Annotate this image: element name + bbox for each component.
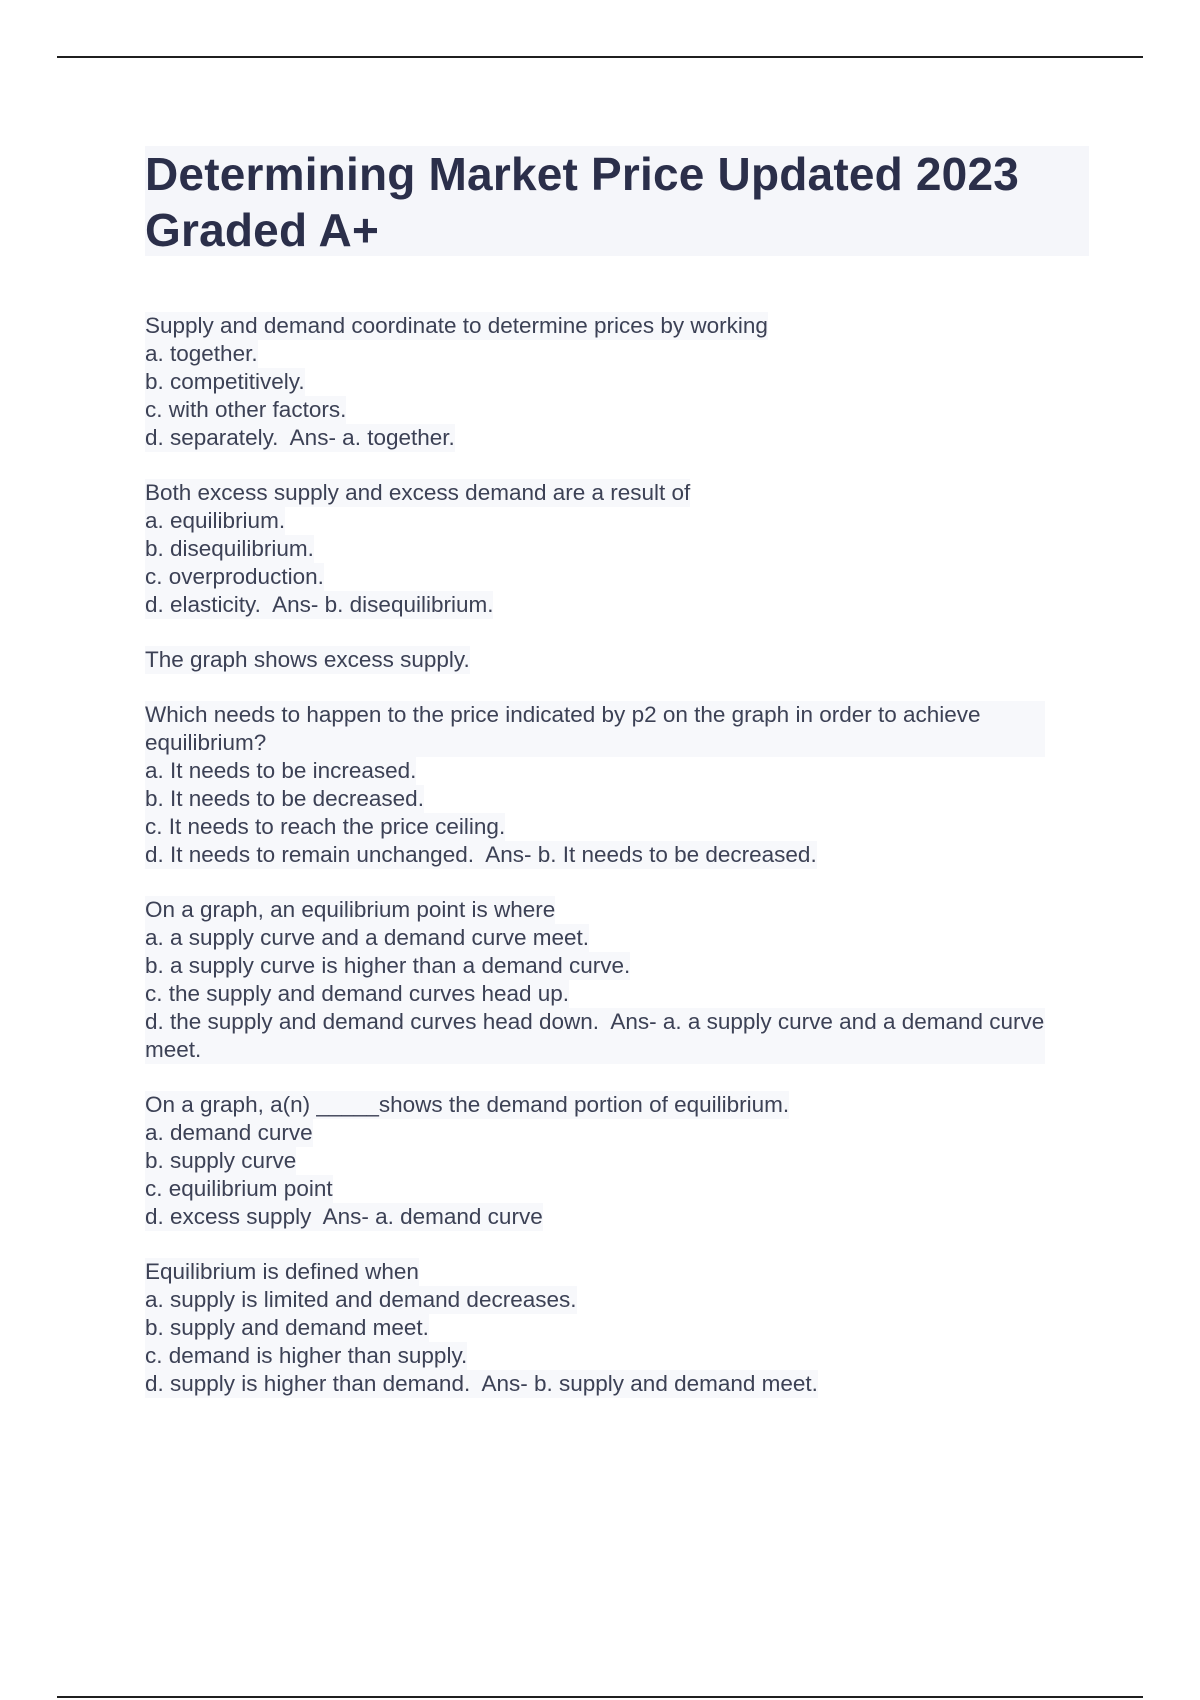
answer-option: b. supply and demand meet. xyxy=(145,1315,429,1340)
answer-option: c. It needs to reach the price ceiling. xyxy=(145,814,506,839)
question-block xyxy=(145,896,1089,1064)
statement-text: The graph shows excess supply. xyxy=(145,647,470,672)
answer-option: a. a supply curve and a demand curve meet. xyxy=(145,925,590,950)
question-block xyxy=(145,1258,1089,1398)
answer-option-with-key: d. the supply and demand curves head down. Ans- a. a supply curve and a demand curve meet. xyxy=(145,1009,1051,1062)
answer-option: b. competitively. xyxy=(145,369,305,394)
question-text: On a graph, a(n) _____shows the demand portion of equilibrium. xyxy=(145,1092,790,1117)
question-text: On a graph, an equilibrium point is where xyxy=(145,897,556,922)
question-text: Supply and demand coordinate to determine prices by working xyxy=(145,313,768,338)
answer-option: a. together. xyxy=(145,341,258,366)
top-rule xyxy=(57,56,1143,58)
answer-option: a. supply is limited and demand decreases. xyxy=(145,1287,577,1312)
question-block xyxy=(145,1091,1089,1231)
question-block xyxy=(145,479,1089,619)
answer-option-with-key: d. supply is higher than demand. Ans- b. supply and demand meet. xyxy=(145,1371,818,1396)
document-title: Determining Market Price Updated 2023 Graded A+ xyxy=(145,148,1020,256)
question-text: Both excess supply and excess demand are a result of xyxy=(145,480,691,505)
answer-option: b. supply curve xyxy=(145,1148,297,1173)
question-block xyxy=(145,312,1089,452)
answer-option-with-key: d. It needs to remain unchanged. Ans- b. It needs to be decreased. xyxy=(145,842,817,867)
question-block xyxy=(145,701,1089,869)
question-text: Equilibrium is defined when xyxy=(145,1259,419,1284)
answer-option: b. a supply curve is higher than a demand curve. xyxy=(145,953,631,978)
answer-option-with-key: d. elasticity. Ans- b. disequilibrium. xyxy=(145,592,494,617)
answer-option-with-key: d. separately. Ans- a. together. xyxy=(145,425,455,450)
answer-option: b. It needs to be decreased. xyxy=(145,786,424,811)
answer-option: c. with other factors. xyxy=(145,397,347,422)
question-text: Which needs to happen to the price indicated by p2 on the graph in order to achieve equilibrium? xyxy=(145,701,1045,757)
answer-option: b. disequilibrium. xyxy=(145,536,314,561)
answer-option-with-key: d. excess supply Ans- a. demand curve xyxy=(145,1204,543,1229)
answer-option: c. the supply and demand curves head up. xyxy=(145,981,570,1006)
title-banner xyxy=(145,146,1089,256)
bottom-rule xyxy=(57,1696,1143,1698)
answer-option: c. overproduction. xyxy=(145,564,324,589)
answer-option: c. equilibrium point xyxy=(145,1176,333,1201)
answer-option: a. equilibrium. xyxy=(145,508,286,533)
question-block xyxy=(145,646,1089,674)
answer-option: a. demand curve xyxy=(145,1120,313,1145)
answer-option: c. demand is higher than supply. xyxy=(145,1343,468,1368)
document-body xyxy=(145,146,1089,1425)
question-list xyxy=(145,312,1089,1398)
answer-option: a. It needs to be increased. xyxy=(145,758,417,783)
